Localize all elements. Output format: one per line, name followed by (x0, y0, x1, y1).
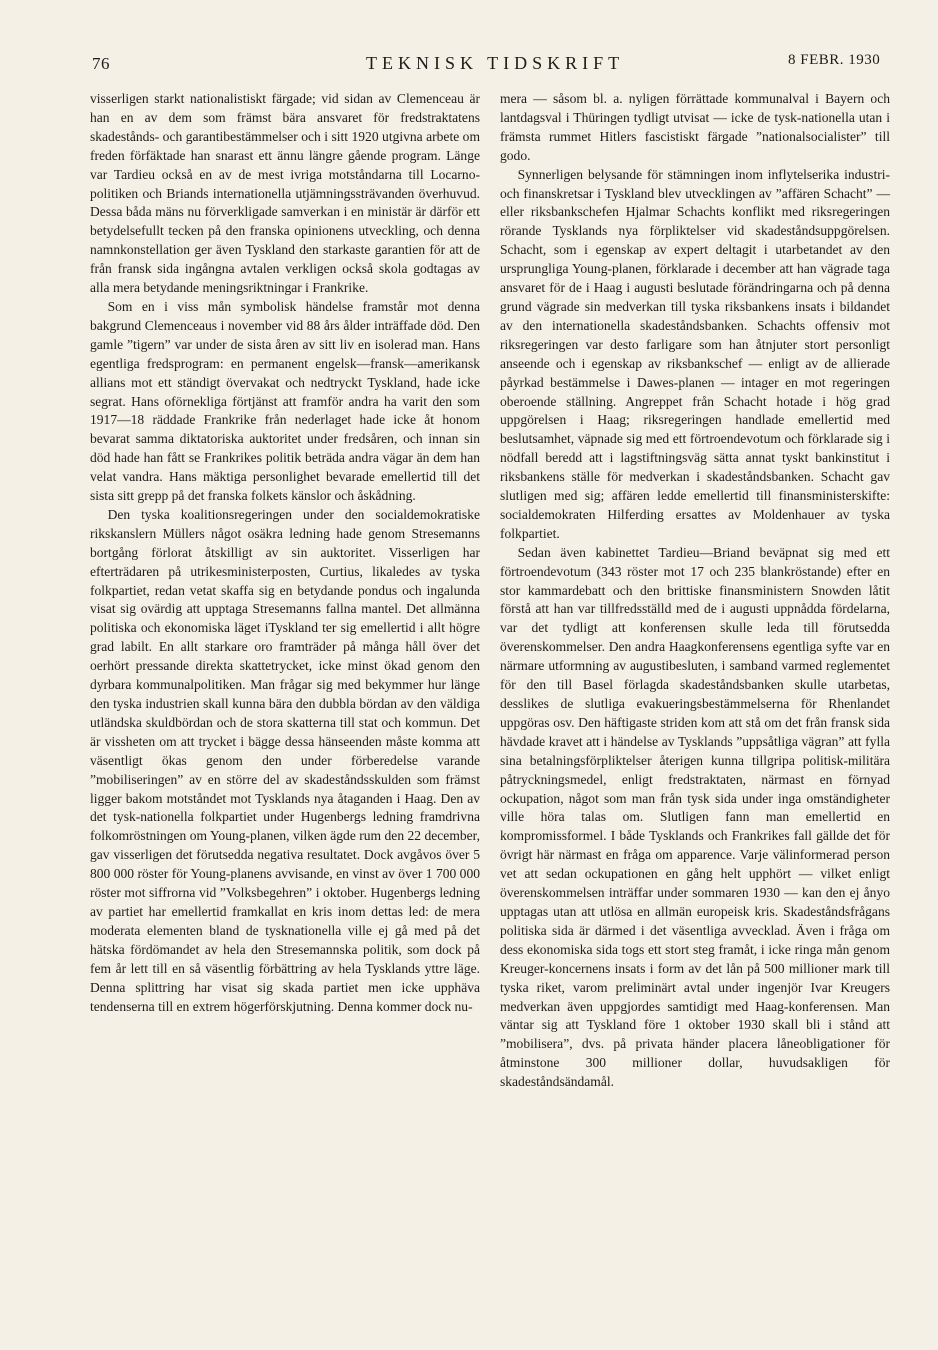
right-column (500, 90, 890, 1092)
paragraph: mera — såsom bl. a. nyligen förrättade kommunalval i Bayern och lantdagsval i Thüringen tydligt utvisat — icke de tysk-nationella utan i främsta rummet Hitlers fascistiskt färgade ”nationalsocialister” till godo. (500, 91, 890, 163)
left-column (90, 90, 480, 1016)
paragraph: Synnerligen belysande för stämningen inom inflytelserika industri- och finanskretsar i Tyskland blev utvecklingen av ”affären Schacht” — eller riksbankschefen Hjalmar Schachts konflikt med riksregeringen rörande Tysklands nya förpliktelser vid skadeståndsuppgörelsen. Schacht, som i egenskap av expert deltagit i utarbetandet av den ursprungliga Young-planen, förklarade i december att han vägrade taga ansvaret för de i Haag i augusti beslutade förändringarna och på denna grund vägrade sin medverkan till tyska riksbankens insats i bildandet av den internationella skadeståndsbanken. Schachts offensiv mot riksregeringen var desto farligare som han åtnjuter stort personligt anseende och i egenskap av riksbankschef — enligt av de allierade påyrkad bestämmelse i Dawes-planen — intager en mot regeringen oberoende ställning. Angreppet från Schacht hotade i hög grad uppgörelsen i Haag; riksregeringen handlade emellertid med beslutsamhet, väpnade sig med ett förtroendevotum och förklarade sig i nödfall beredd att i lagstiftningsväg sätta annat tyskt bankinstitut i riksbankens ställe för medverkan i skadeståndsbanken. Schacht gav slutligen med sig; affären ledde emellertid till finansministerskifte: socialdemokraten Hilferding ersattes av Moldenhauer av tyska folkpartiet. (500, 166, 890, 541)
paragraph: Som en i viss mån symbolisk händelse framstår mot denna bakgrund Clemenceaus i november vid 88 års ålder inträffade död. Den gamle ”tigern” var under de sista åren av sitt liv en isolerad man. Hans egentliga fredsprogram: en permanent engelsk—fransk—amerikansk allians mot ett ständigt övervakat och nedtryckt Tyskland, hade icke segrat. Hans oförnekliga förtjänst att framför andra ha varit den som 1917—18 räddade Frankrike från nederlaget hade icke åt honom bevarat samma diktatoriska auktoritet under fredsåren, och innan sin död hade han fått se Frankrikes politik beträda andra vägar än dem han velat vandra. Hans mäktiga personlighet bevarade emellertid till det sista sitt grepp på det franska folkets känslor och åskådning. (90, 298, 480, 504)
running-header (0, 49, 938, 79)
paragraph: Den tyska koalitionsregeringen under den socialdemokratiske rikskanslern Müllers något osäkra ledning hade genom Stresemanns bortgång förlorat åtskilligt av sin auktoritet. Visserligen har efterträdaren på utrikesministerposten, Curtius, likaledes av tyska folkpartiet, redan vetat skaffa sig en betydande pondus och ingalunda visat sig ovärdig att upptaga Stresemanns fallna mantel. Det allmänna politiska och ekonomiska läget iTyskland ter sig emellertid i allt högre grad labilt. En allt starkare oro framträder på många håll över det oerhört pressande direkta skattetrycket, icke minst ökad genom den dyrbara kommunalpolitiken. Man frågar sig med bekymmer hur länge den tyska industrien skall kunna bära den dubbla bördan av den väldiga utländska skuldbördan och de stora skatterna till stat och kommun. Det är vissheten om att trycket i bägge dessa hänseenden måste komma att väsentligt ökas genom den under förberedelse varande ”mobiliseringen” av en större del av skadeståndsskulden som främst ligger bakom motståndet mot Tysklands nya åtaganden i Haag. Den av det tysk-nationella folkpartiet under Hugenbergs ledning framdrivna folkomröstningen om Young-planen, vilken ägde rum den 22 december, gav visserligen det förutsedda negativa resultatet. Dock avgåvos över 5 800 000 röster för Young-planens avvisande, en vinst av över 1 700 000 röster mot siffrorna vid ”Volksbegehren” i oktober. Hugenbergs ledning av partiet har emellertid framkallat en kris inom dettas led: de mera moderata elementen bland de tysknationella ville ej gå med på det hätska fördömandet av hela den Stresemannska politik, som dock på fem år lett till en så väsentlig förbättring av hela Tysklands yttre läge. Denna splittring har visat sig skada partiet men icke upphäva tendenserna till en extrem högerförskjutning. Denna kommer dock nu- (90, 506, 480, 1014)
paragraph: Sedan även kabinettet Tardieu—Briand beväpnat sig med ett förtroendevotum (343 röster mot 17 och 235 blankröstande) efter en stor kammardebatt och den brittiske finansministern Snowden låtit förstå att han var tillfredsställd med de i augusti uppnådda fördelarna, var det tydligt att konferensen skulle leda till förutsedda överenskommelser. Den andra Haagkonferensens egentliga syfte var en närmare utformning av augustibesluten, i samband varmed reglementet för den till Basel förlagda skadeståndsbanken skulle utarbetas, desslikes de slutliga evakueringsbestämmelserna för Rhenlandet uppgöras osv. Den häftigaste striden kom att stå om det från fransk sida hävdade kravet att i händelse av Tysklands ”uppsåtliga vägran” att fylla sina betalningsförpliktelser återigen kunna tillgripa politisk-militära påtryckningsmedel, enligt fredstraktaten, närmast en förnyad ockupation, något som man från tysk sida under inga omständigheter ville höra talas om. Slutligen fann man emellertid en kompromissformel. I både Tysklands och Frankrikes fall gällde det för övrigt här närmast en fråga om apparence. Varje välinformerad person vet att sedan ockupationen en gång helt upphört — vilket enligt överenskommelsen inträffar under sommaren 1930 — kan den ej ånyo upptagas utan att utlösa en allmän europeisk kris. Skadeståndsfrågans politiska sida är därmed i det väsentliga avvecklad. Även i fråga om dess ekonomiska sida togs ett stort steg framåt, i icke ringa mån genom Kreuger-koncernens insats i form av det lån på 500 millioner mark till tyska riket, varom preliminärt avtal under ingenjör Ivar Kreugers medverkan även uppgjordes samtidigt med Haag-konferensen. Man väntar sig att Tyskland före 1 oktober 1930 skall bli i stånd att ”mobilisera”, dvs. på privata händer placera låneobligationer för åtminstone 300 millioner dollar, huvudsakligen för skadeståndsändamål. (500, 544, 890, 1090)
page-number: 76 (92, 54, 110, 73)
paragraph: visserligen starkt nationalistiskt färgade; vid sidan av Clemenceau är han en av dem som främst bära ansvaret för fredstraktatens skadestånds- och garantibestämmelser och i sitt 1920 utgivna arbete om freden förfäktade han snarast ett ännu längre gående program. Länge var Tardieu också en av de mest ivriga motståndarna till Locarno-politiken och Briands internationella utjämningssträvanden överhuvud. Dessa båda mäns nu förverkligade samverkan i en ministär är därför ett betydelsefullt tecken på den franska opinionens utveckling, och denna namnkonstellation ger även Tyskland den starkaste garantien för att de från fransk sida ingångna avtalen verkligen också skola godtagas av alla mera betydande meningsriktningar i Frankrike. (90, 91, 480, 296)
issue-date: 8 FEBR. 1930 (788, 52, 881, 68)
journal-title: TEKNISK TIDSKRIFT (366, 53, 625, 73)
